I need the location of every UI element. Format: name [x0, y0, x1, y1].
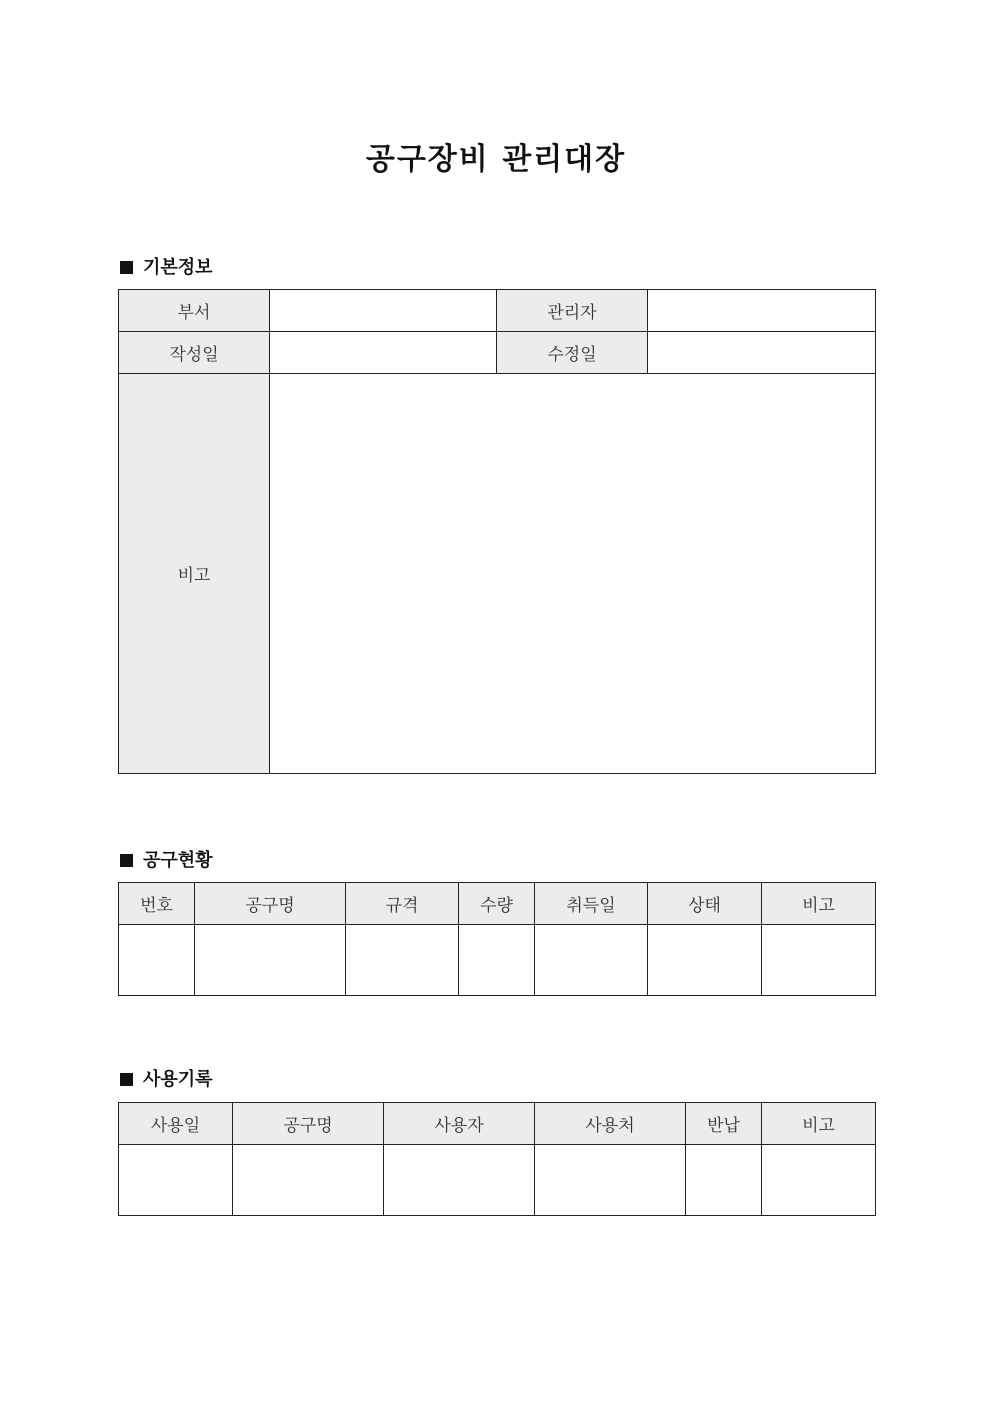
table-cell[interactable]	[648, 925, 762, 996]
table-row	[119, 925, 876, 996]
table-cell[interactable]	[346, 925, 459, 996]
created-date-label: 작성일	[119, 332, 270, 374]
table-cell[interactable]	[119, 1145, 233, 1216]
section-heading-basic-info	[120, 253, 213, 279]
table-cell[interactable]	[384, 1145, 535, 1216]
column-header-use-date: 사용일	[119, 1103, 233, 1145]
remarks-field[interactable]	[270, 374, 876, 774]
manager-label: 관리자	[497, 290, 648, 332]
column-header-remarks: 비고	[762, 883, 876, 925]
tool-status-table	[118, 882, 876, 996]
table-row	[119, 290, 876, 332]
table-row	[119, 1145, 876, 1216]
usage-log-table	[118, 1102, 876, 1216]
column-header-number: 번호	[119, 883, 195, 925]
column-header-use-location: 사용처	[535, 1103, 686, 1145]
table-cell[interactable]	[762, 1145, 876, 1216]
table-cell[interactable]	[459, 925, 535, 996]
table-cell[interactable]	[535, 1145, 686, 1216]
table-header-row	[119, 883, 876, 925]
column-header-returned: 반납	[686, 1103, 762, 1145]
square-bullet-icon	[120, 261, 133, 274]
table-cell[interactable]	[119, 925, 195, 996]
square-bullet-icon	[120, 1073, 133, 1086]
square-bullet-icon	[120, 854, 133, 867]
column-header-condition: 상태	[648, 883, 762, 925]
department-field[interactable]	[270, 290, 497, 332]
section-heading-label: 기본정보	[143, 257, 213, 278]
manager-field[interactable]	[648, 290, 876, 332]
basic-info-table	[118, 289, 876, 774]
column-header-spec: 규격	[346, 883, 459, 925]
table-cell[interactable]	[535, 925, 648, 996]
section-heading-tool-status	[120, 846, 213, 872]
section-heading-label: 공구현황	[143, 850, 213, 871]
column-header-quantity: 수량	[459, 883, 535, 925]
column-header-remarks: 비고	[762, 1103, 876, 1145]
table-cell[interactable]	[686, 1145, 762, 1216]
section-heading-usage-log	[120, 1065, 213, 1091]
column-header-tool-name: 공구명	[233, 1103, 384, 1145]
table-cell[interactable]	[195, 925, 346, 996]
created-date-field[interactable]	[270, 332, 497, 374]
modified-date-field[interactable]	[648, 332, 876, 374]
table-cell[interactable]	[762, 925, 876, 996]
column-header-acquired-date: 취득일	[535, 883, 648, 925]
table-row	[119, 374, 876, 774]
document-title: 공구장비 관리대장	[365, 142, 627, 177]
modified-date-label: 수정일	[497, 332, 648, 374]
column-header-tool-name: 공구명	[195, 883, 346, 925]
table-header-row	[119, 1103, 876, 1145]
section-heading-label: 사용기록	[143, 1069, 213, 1090]
table-cell[interactable]	[233, 1145, 384, 1216]
department-label: 부서	[119, 290, 270, 332]
remarks-label: 비고	[119, 374, 270, 774]
column-header-user: 사용자	[384, 1103, 535, 1145]
table-row	[119, 332, 876, 374]
